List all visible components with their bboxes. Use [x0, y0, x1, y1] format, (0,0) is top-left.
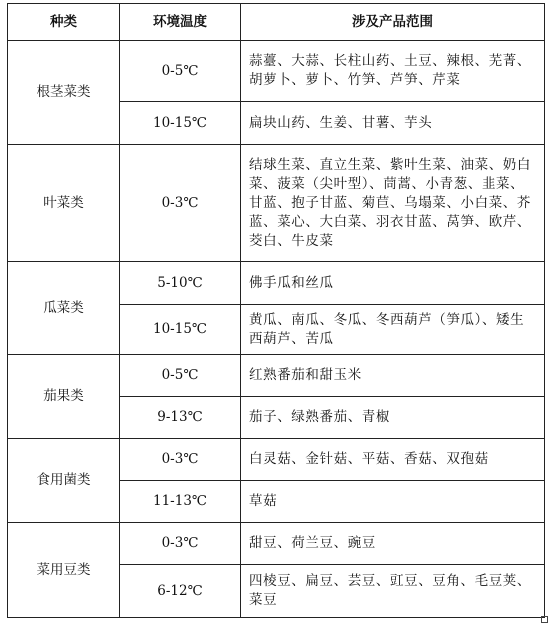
category-cell: 茄果类 — [8, 355, 120, 439]
temperature-cell: 0-5℃ — [120, 41, 241, 102]
header-type: 种类 — [8, 4, 120, 41]
products-cell: 草菇 — [241, 481, 545, 523]
products-cell: 佛手瓜和丝瓜 — [241, 262, 545, 305]
paragraph-mark-icon — [541, 616, 548, 623]
products-cell: 白灵菇、金针菇、平菇、香菇、双孢菇 — [241, 439, 545, 481]
temperature-cell: 0-3℃ — [120, 439, 241, 481]
table-row — [8, 523, 545, 565]
temperature-cell: 6-12℃ — [120, 565, 241, 618]
category-cell: 菜用豆类 — [8, 523, 120, 618]
temperature-cell: 11-13℃ — [120, 481, 241, 523]
temperature-cell: 0-5℃ — [120, 355, 241, 397]
products-cell: 扁块山药、生姜、甘薯、芋头 — [241, 102, 545, 145]
temperature-cell: 9-13℃ — [120, 397, 241, 439]
temperature-cell: 0-3℃ — [120, 145, 241, 262]
header-temperature: 环境温度 — [120, 4, 241, 41]
table-row — [8, 355, 545, 397]
table-row — [8, 145, 545, 262]
category-cell: 食用菌类 — [8, 439, 120, 523]
products-cell: 茄子、绿熟番茄、青椒 — [241, 397, 545, 439]
temperature-cell: 10-15℃ — [120, 102, 241, 145]
products-cell: 四棱豆、扁豆、芸豆、豇豆、豆角、毛豆荚、菜豆 — [241, 565, 545, 618]
temperature-cell: 10-15℃ — [120, 305, 241, 355]
category-cell: 瓜菜类 — [8, 262, 120, 355]
temperature-cell: 5-10℃ — [120, 262, 241, 305]
category-cell: 根茎菜类 — [8, 41, 120, 145]
table-row — [8, 262, 545, 305]
products-cell: 甜豆、荷兰豆、豌豆 — [241, 523, 545, 565]
header-products: 涉及产品范围 — [241, 4, 545, 41]
header-row — [8, 4, 545, 41]
products-cell: 蒜薹、大蒜、长柱山药、土豆、辣根、芜菁、胡萝卜、萝卜、竹笋、芦笋、芹菜 — [241, 41, 545, 102]
category-cell: 叶菜类 — [8, 145, 120, 262]
products-cell: 黄瓜、南瓜、冬瓜、冬西葫芦（笋瓜）、矮生西葫芦、苦瓜 — [241, 305, 545, 355]
vegetable-storage-table — [7, 3, 545, 618]
temperature-cell: 0-3℃ — [120, 523, 241, 565]
table-row — [8, 41, 545, 102]
table-row — [8, 439, 545, 481]
products-cell: 红熟番茄和甜玉米 — [241, 355, 545, 397]
products-cell: 结球生菜、直立生菜、紫叶生菜、油菜、奶白菜、菠菜（尖叶型）、茼蒿、小青葱、韭菜、甘蓝、抱子甘蓝、菊苣、乌塌菜、小白菜、芥蓝、菜心、大白菜、羽衣甘蓝、莴笋、欧芹、茭白、牛皮菜 — [241, 145, 545, 262]
